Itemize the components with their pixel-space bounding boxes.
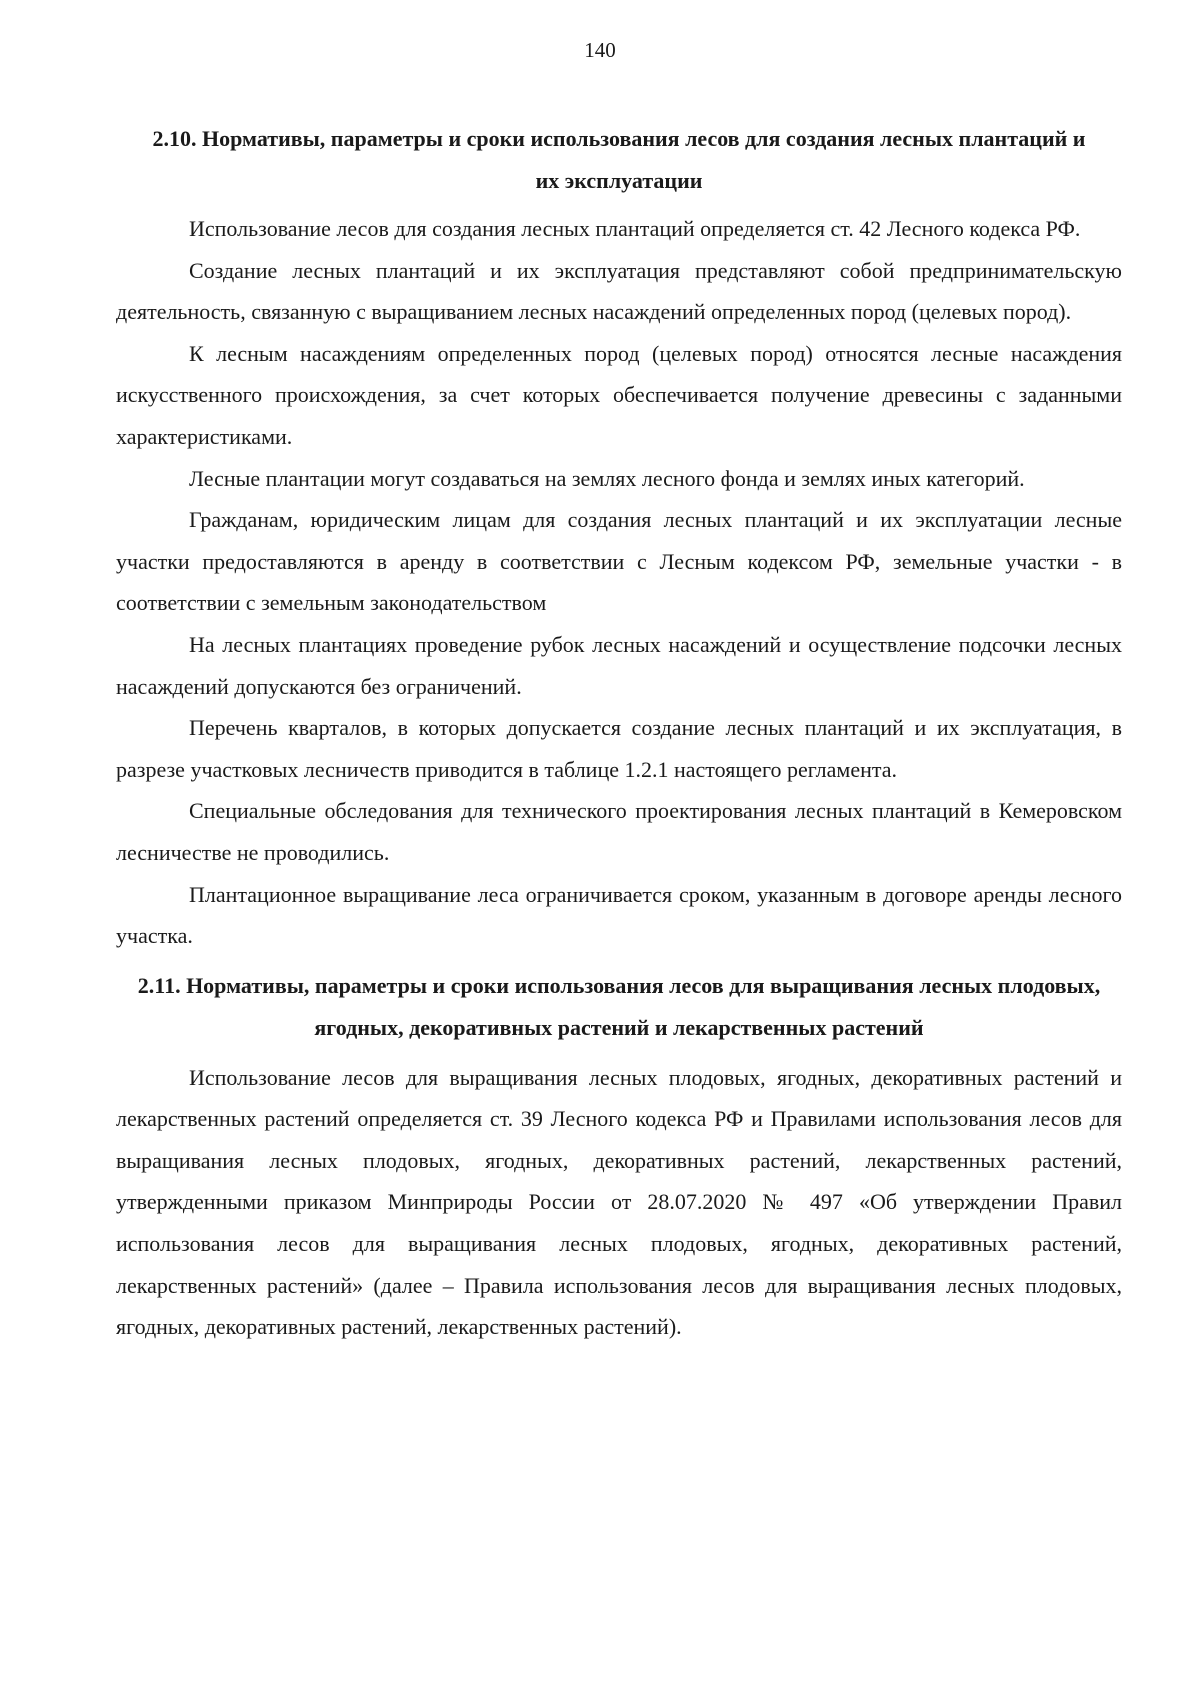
section-2-10-paragraph: Лесные плантации могут создаваться на землях лесного фонда и землях иных категорий.	[189, 465, 1025, 491]
section-2-10-paragraph: Перечень кварталов, в которых допускается создание лесных плантаций и их эксплуатация, в разрезе участковых лесничеств приводится в таблице 1.2.1 настоящего регламента.	[116, 715, 1122, 782]
section-2-10-paragraph: Гражданам, юридическим лицам для создания лесных плантаций и их эксплуатации лесные участки предоставляются в аренду в соответствии с Лесным кодексом РФ, земельные участки - в соответствии с земельным законодательством	[116, 507, 1122, 616]
page-number: 140	[584, 38, 616, 62]
section-2-11-title: 2.11. Нормативы, параметры и сроки использования лесов для выращивания лесных плодовых, ягодных, декоративных растений и лекарственных растений	[137, 972, 1101, 1040]
section-2-10-paragraph: Использование лесов для создания лесных плантаций определяется ст. 42 Лесного кодекса РФ.	[189, 216, 1081, 241]
section-2-10-title: 2.10. Нормативы, параметры и сроки использования лесов для создания лесных плантаций и их эксплуатации	[152, 126, 1086, 193]
document-body	[116, 118, 1122, 1348]
section-2-10-paragraph: Специальные обследования для технического проектирования лесных плантаций в Кемеровском лесничестве не проводились.	[116, 798, 1122, 865]
section-2-10-paragraph: Плантационное выращивание леса ограничивается сроком, указанным в договоре аренды лесного участка.	[116, 881, 1122, 949]
section-2-10-paragraph: Создание лесных плантаций и их эксплуатация представляют собой предпринимательскую деятельность, связанную с выращиванием лесных насаждений определенных пород (целевых пород).	[116, 257, 1122, 325]
section-2-11-paragraph: Использование лесов для выращивания лесных плодовых, ягодных, декоративных растений и лекарственных растений определяется ст. 39 Лесного кодекса РФ и Правилами использования лесов для выращивания лесных плодовых, ягодных, декоративных растений, лекарственных растений, утвержденными приказом Минприроды России от 28.07.2020 № 497 «Об утверждении Правил использования лесов для выращивания лесных плодовых, ягодных, декоративных растений, лекарственных растений» (далее – Правила использования лесов для выращивания лесных плодовых, ягодных, декоративных растений, лекарственных растений).	[116, 1064, 1122, 1340]
section-2-10-paragraph: К лесным насаждениям определенных пород (целевых пород) относятся лесные насаждения искусственного происхождения, за счет которых обеспечивается получение древесины с заданными характеристиками.	[116, 340, 1122, 449]
section-2-10-paragraph: На лесных плантациях проведение рубок лесных насаждений и осуществление подсочки лесных насаждений допускаются без ограничений.	[116, 631, 1122, 699]
